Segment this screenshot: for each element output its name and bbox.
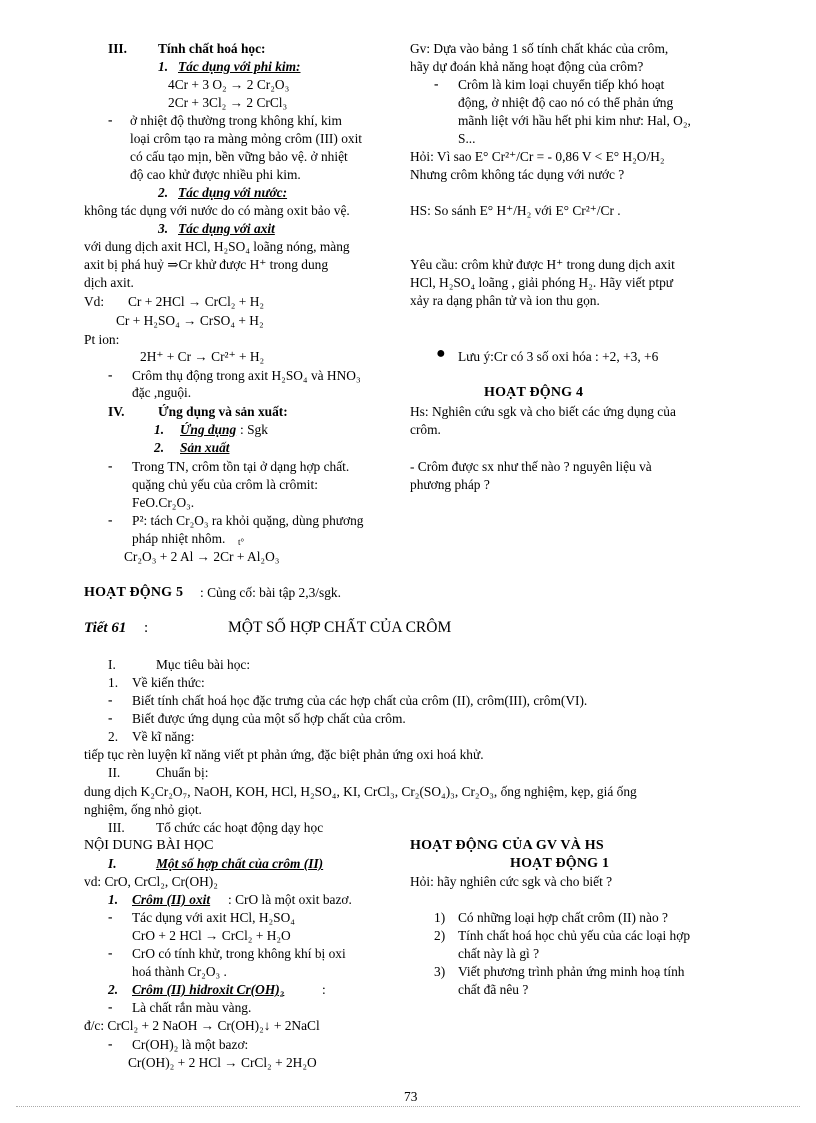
prod1-line-3: FeO.Cr₂O₃. (132, 495, 195, 510)
activity-1-question: Hỏi: hãy nghiên cức sgk và cho biết ? (410, 874, 613, 889)
production-question-line-2: phương pháp ? (410, 477, 490, 492)
question-1-text: Có những loại hợp chất crôm (II) nào ? (458, 910, 668, 925)
compounds-ii-examples: vd: CrO, CrCl₂, Cr(OH)₂ (84, 874, 218, 889)
objectives-roman: I. (108, 657, 116, 672)
preparation-roman: II. (108, 765, 121, 780)
iv1-text: : Sgk (240, 422, 268, 437)
hydroxide-item-1: Là chất rắn màu vàng. (132, 1000, 252, 1015)
lesson-title: MỘT SỐ HỢP CHẤT CỦA CRÔM (228, 619, 452, 636)
pt-ion-label: Pt ion: (84, 332, 120, 347)
compounds-ii-roman: I. (108, 856, 117, 871)
dash-marker: - (108, 909, 113, 924)
iv1-title: Ứng dụng (180, 422, 237, 437)
lesson-content-header: NỘI DUNG BÀI HỌC (84, 838, 214, 853)
gv-answer-line-3: mãnh liệt với hầu hết phi kim như: Hal, O₂, (458, 113, 691, 128)
dash-marker: - (108, 1036, 113, 1051)
knowledge-title: Về kiến thức: (132, 675, 205, 690)
equation-cr-cl2: 2Cr + 3Cl₂ → 2 CrCl₃ (168, 95, 288, 110)
section-iii-title: Tính chất hoá học: (158, 41, 266, 56)
oxide-item-2-line-1: CrO có tính khử, trong không khí bị oxi (132, 946, 346, 961)
question-2-line-1: Tính chất hoá học chủ yếu của các loại hợp (458, 928, 691, 943)
hydroxide-equation: Cr(OH)₂ + 2 HCl → CrCl₂ + 2H₂O (128, 1055, 317, 1070)
sub3-number: 3. (158, 221, 169, 236)
gv-line-1: Gv: Dựa vào bảng 1 số tính chất khác của crôm, (410, 41, 669, 56)
lesson-label: Tiết 61 (84, 620, 127, 636)
request-line-1: Yêu cầu: crôm khử được H⁺ trong dung dịch axit (410, 257, 675, 272)
knowledge-item-1: Biết tính chất hoá học đặc trưng của các hợp chất của crôm (II), crôm(III), crôm(VI). (132, 693, 588, 708)
request-line-3: xảy ra dạng phân tử và ion thu gọn. (410, 293, 600, 308)
iv2-number: 2. (154, 440, 165, 455)
hydroxide-title: Crôm (II) hidroxit Cr(OH)₂ (132, 982, 285, 997)
prod2-line-1: P²: tách Cr₂O₃ ra khỏi quặng, dùng phương (132, 513, 364, 528)
question-1-number: 1) (434, 910, 446, 925)
note1-line-3: có cấu tạo mịn, bền vững bảo vệ. ở nhiệt (130, 149, 348, 164)
skills-text: tiếp tục rèn luyện kĩ năng viết pt phản ứng, đặc biệt phản ứng oxi hoá khử. (84, 747, 484, 762)
passive-line-1: Crôm thụ động trong axit H₂SO₄ và HNO₃ (132, 368, 361, 383)
oxide-item-1: Tác dụng với axit HCl, H₂SO₄ (132, 910, 295, 925)
oxide-title: Crôm (II) oxit (132, 892, 211, 907)
hydroxide-preparation: đ/c: CrCl₂ + 2 NaOH → Cr(OH)₂↓ + 2NaCl (84, 1018, 320, 1033)
gv-answer-line-2: động, ở nhiệt độ cao nó có thể phản ứng (458, 95, 674, 110)
dash-marker: - (108, 458, 113, 473)
knowledge-number: 1. (108, 675, 119, 690)
question-3-line-1: Viết phương trình phản ứng minh hoạ tính (458, 964, 685, 979)
section-iv-roman: IV. (108, 404, 125, 419)
gv-answer-line-4: S... (458, 131, 476, 146)
question-2-number: 2) (434, 928, 446, 943)
sub3-title: Tác dụng với axit (178, 221, 275, 236)
ion-equation: 2H⁺ + Cr → Cr²⁺ + H₂ (140, 349, 265, 364)
note1-line-1: ở nhiệt độ thường trong không khí, kim (130, 113, 342, 128)
preparation-line-1: dung dịch K₂Cr₂O₇, NaOH, KOH, HCl, H₂SO₄, KI, CrCl₃, Cr₂(SO₄)₃, Cr₂O₃, ống nghiệm, kẹp, giá ống (84, 784, 637, 799)
activity-5-title: HOẠT ĐỘNG 5 (84, 585, 184, 600)
gv-line-2: hãy dự đoán khả năng hoạt động của crôm? (410, 59, 644, 74)
objectives-title: Mục tiêu bài học: (156, 657, 251, 672)
compounds-ii-title: Một số hợp chất của crôm (II) (156, 856, 324, 871)
dash-marker: - (434, 76, 439, 91)
sub3-line-2: axit bị phá huỷ ⇒Cr khử được H⁺ trong dung (84, 257, 329, 272)
footer-divider (16, 1106, 800, 1107)
organization-roman: III. (108, 820, 125, 835)
dash-marker: - (108, 945, 113, 960)
oxidation-note: Lưu ý:Cr có 3 số oxi hóa : +2, +3, +6 (458, 349, 659, 364)
activity-1-title: HOẠT ĐỘNG 1 (510, 856, 610, 871)
oxide-item-2-line-2: hoá thành Cr₂O₃ . (132, 964, 227, 979)
hs4-line-2: crôm. (410, 422, 441, 437)
temperature-mark: t° (238, 537, 245, 547)
equation-cr-o2: 4Cr + 3 O₂ → 2 Cr₂O₃ (168, 77, 290, 92)
hs-compare-line: HS: So sánh E° H⁺/H₂ với E° Cr²⁺/Cr . (410, 203, 621, 218)
dash-marker: - (108, 512, 113, 527)
preparation-title: Chuẩn bị: (156, 765, 209, 780)
section-iv-title: Ứng dụng và sản xuất: (158, 404, 288, 419)
hydroxide-item-2: Cr(OH)₂ là một bazơ: (132, 1037, 249, 1052)
activity-5-text: : Củng cố: bài tập 2,3/sgk. (200, 585, 341, 600)
oxide-number: 1. (108, 892, 119, 907)
gv-answer-line-1: Crôm là kim loại chuyển tiếp khó hoạt (458, 77, 665, 92)
skills-number: 2. (108, 729, 119, 744)
lesson-colon: : (144, 620, 149, 636)
oxide-equation: CrO + 2 HCl → CrCl₂ + H₂O (132, 928, 291, 943)
organization-title: Tổ chức các hoạt động dạy học (156, 820, 324, 835)
activities-header: HOẠT ĐỘNG CỦA GV VÀ HS (410, 838, 604, 853)
question-3-number: 3) (434, 964, 446, 979)
question-2-line-2: chất này là gì ? (458, 946, 540, 961)
dash-marker: - (108, 692, 113, 707)
vd-equation-1: Cr + 2HCl → CrCl₂ + H₂ (128, 294, 265, 309)
prod1-line-2: quặng chủ yếu của crôm là crômit: (132, 477, 318, 492)
sub3-line-3: dịch axit. (84, 275, 134, 290)
dash-marker: - (108, 999, 113, 1014)
skills-title: Về kĩ năng: (132, 729, 195, 744)
note1-line-4: độ cao khử được nhiều phi kim. (130, 167, 301, 182)
question-3-line-2: chất đã nêu ? (458, 982, 529, 997)
thermite-equation: Cr₂O₃ + 2 Al → 2Cr + Al₂O₃ (124, 549, 280, 564)
dash-marker: - (108, 112, 113, 127)
sub3-line-1: với dung dịch axit HCl, H₂SO₄ loãng nóng, màng (84, 239, 350, 254)
preparation-line-2: nghiệm, ống nhỏ giọt. (84, 802, 202, 817)
question-line-2: Nhưng crôm không tác dụng với nước ? (410, 167, 625, 182)
section-iii-roman: III. (108, 41, 127, 56)
request-line-2: HCl, H₂SO₄ loãng , giải phóng H₂. Hãy viết ptpư (410, 275, 674, 290)
vd-label: Vd: (84, 294, 105, 309)
activity-4-title: HOẠT ĐỘNG 4 (484, 385, 584, 400)
sub1-number: 1. (158, 59, 169, 74)
vd-equation-2: Cr + H₂SO₄ → CrSO₄ + H₂ (116, 313, 264, 328)
prod2-line-2: pháp nhiệt nhôm. (132, 531, 226, 546)
passive-line-2: đặc ,nguội. (132, 385, 192, 400)
sub2-title: Tác dụng với nước: (178, 185, 288, 200)
production-question-line-1: - Crôm được sx như thế nào ? nguyên liệu và (410, 459, 652, 474)
bullet-marker: ● (436, 345, 446, 362)
note1-line-2: loại crôm tạo ra màng mỏng crôm (III) oxit (130, 131, 363, 146)
prod1-line-1: Trong TN, crôm tồn tại ở dạng hợp chất. (132, 459, 350, 474)
sub2-text: không tác dụng với nước do có màng oxit bảo vệ. (84, 203, 350, 218)
iv2-title: Sản xuất (180, 440, 230, 455)
knowledge-item-2: Biết được ứng dụng của một số hợp chất của crôm. (132, 711, 406, 726)
hs4-line-1: Hs: Nghiên cứu sgk và cho biết các ứng dụng của (410, 404, 676, 419)
hydroxide-colon: : (322, 982, 326, 997)
dash-marker: - (108, 367, 113, 382)
sub2-number: 2. (158, 185, 169, 200)
question-line-1: Hỏi: Vì sao E° Cr²⁺/Cr = - 0,86 V < E° H₂O/H₂ (410, 149, 665, 164)
dash-marker: - (108, 710, 113, 725)
iv1-number: 1. (154, 422, 165, 437)
page-number: 73 (404, 1089, 418, 1104)
hydroxide-number: 2. (108, 982, 119, 997)
sub1-title: Tác dụng với phi kim: (178, 59, 301, 74)
oxide-text: : CrO là một oxit bazơ. (228, 892, 352, 907)
